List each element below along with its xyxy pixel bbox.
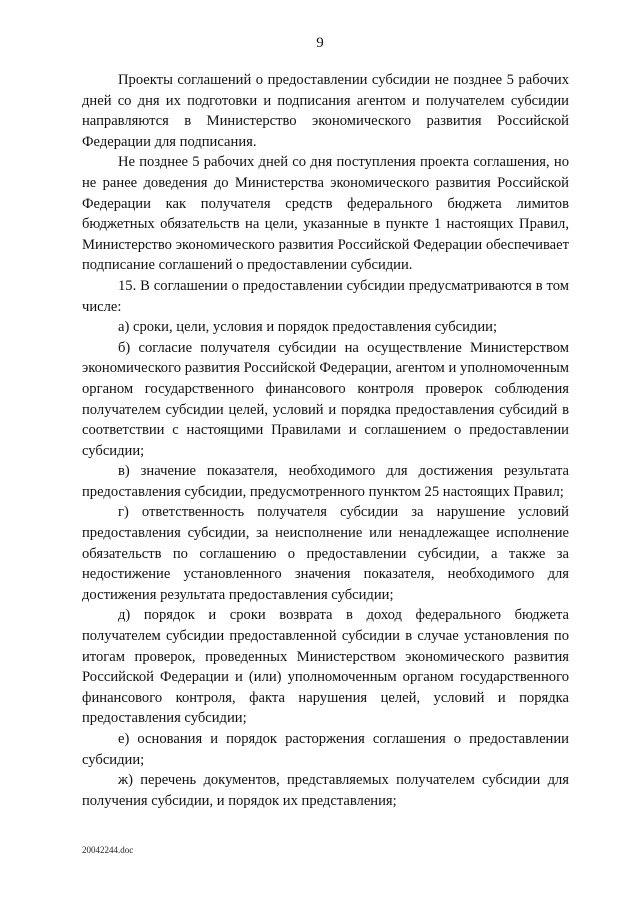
document-body <box>82 70 569 811</box>
list-item-v: в) значение показателя, необходимого для достижения результата предоставления субсидии, предусмотренного пунктом 25 настоящих Правил; <box>82 463 569 500</box>
list-item-e: е) основания и порядок расторжения соглашения о предоставлении субсидии; <box>82 731 569 768</box>
list-item-g: г) ответственность получателя субсидии за нарушение условий предоставления субсидии, за неисполнение или ненадлежащее исполнение обязательств по соглашению о предоставлении субсидии, а также за недостижение установленного значения показателя, необходимого для достижения результата предоставления субсидии; <box>82 504 569 603</box>
paragraph-signing-deadline: Не позднее 5 рабочих дней со дня поступления проекта соглашения, но не ранее доведения до Министерства экономического развития Российской Федерации как получателя средств федерального бюджета лимитов бюджетных обязательств на цели, указанные в пункте 1 настоящих Правил, Министерство экономического развития Российской Федерации обеспечивает подписание соглашений о предоставлении субсидии. <box>82 154 569 274</box>
file-name-footer: 20042244.doc <box>82 845 134 855</box>
paragraph-item-15: 15. В соглашении о предоставлении субсидии предусматриваются в том числе: <box>82 277 569 315</box>
page-number: 9 <box>316 35 324 51</box>
list-item-a: а) сроки, цели, условия и порядок предоставления субсидии; <box>118 319 498 336</box>
list-item-b: б) согласие получателя субсидии на осуществление Министерством экономического развития Российской Федерации, агентом и уполномоченным органом государственного финансового контроля проверок соблюдения получателем субсидии целей, условий и порядка предоставления субсидий в соответствии с настоящими Правилами и соглашением о предоставлении субсидии; <box>82 339 569 459</box>
list-item-d: д) порядок и сроки возврата в доход федерального бюджета получателем субсидии предоставленной субсидии в случае установления по итогам проверок, проведенных Министерством экономического развития Российской Федерации и (или) уполномоченным органом государственного финансового контроля, факта нарушения целей, условий и порядка предоставления субсидии; <box>82 607 569 727</box>
list-item-zh: ж) перечень документов, представляемых получателем субсидии для получения субсидии, и порядок их представления; <box>82 772 569 809</box>
paragraph-agreement-drafts: Проекты соглашений о предоставлении субсидии не позднее 5 рабочих дней со дня их подготовки и подписания агентом и получателем субсидии направляются в Министерство экономического развития Российской Федерации для подписания. <box>82 72 569 150</box>
